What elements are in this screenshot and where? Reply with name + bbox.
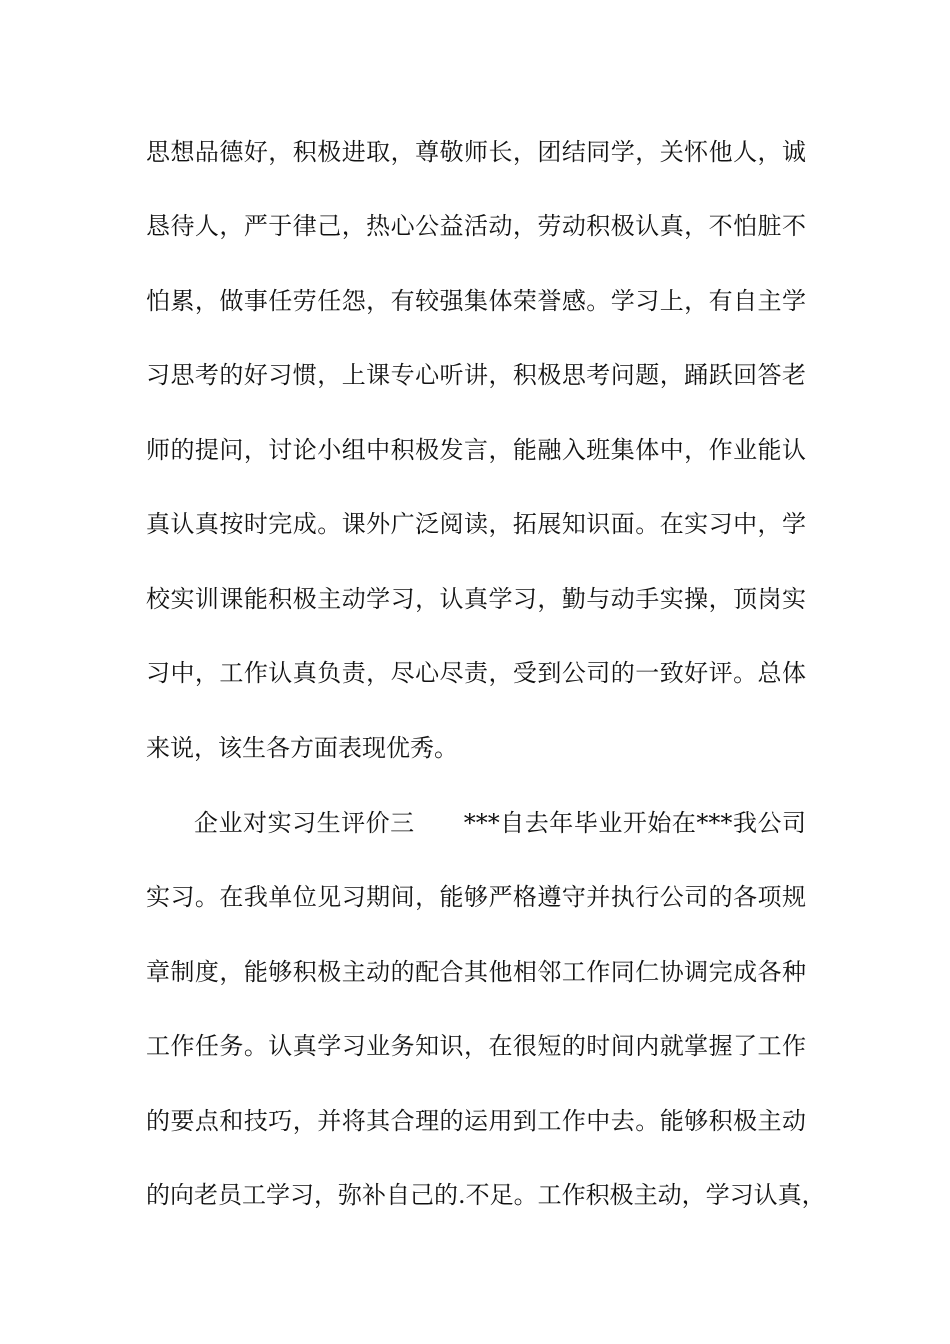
text-line-15: 的向老员工学习，弥补自己的.不足。工作积极主动，学习认真， — [146, 1181, 826, 1209]
text-line-7: 校实训课能积极主动学习，认真学习，勤与动手实操，顶岗实 — [146, 585, 806, 613]
text-line-9: 来说，该生各方面表现优秀。 — [146, 734, 458, 762]
text-line-12: 章制度，能够积极主动的配合其他相邻工作同仁协调完成各种 — [146, 958, 806, 986]
text-line-2: 恳待人，严于律己，热心公益活动，劳动积极认真，不怕脏不 — [146, 212, 806, 240]
text-line-3: 怕累，做事任劳任怨，有较强集体荣誉感。学习上，有自主学 — [146, 287, 806, 315]
text-line-13: 工作任务。认真学习业务知识，在很短的时间内就掌握了工作 — [146, 1032, 806, 1060]
text-line-8: 习中，工作认真负责，尽心尽责，受到公司的一致好评。总体 — [146, 659, 806, 687]
text-line-5: 师的提问，讨论小组中积极发言，能融入班集体中，作业能认 — [146, 436, 806, 464]
text-line-1: 思想品德好，积极进取，尊敬师长，团结同学，关怀他人，诚 — [146, 138, 806, 166]
section-heading-line: 企业对实习生评价三 ***自去年毕业开始在***我公司 — [194, 809, 806, 837]
text-line-6: 真认真按时完成。课外广泛阅读，拓展知识面。在实习中，学 — [146, 510, 806, 538]
text-line-14: 的要点和技巧，并将其合理的运用到工作中去。能够积极主动 — [146, 1107, 806, 1135]
text-line-4: 习思考的好习惯，上课专心听讲，积极思考问题，踊跃回答老 — [146, 361, 806, 389]
text-line-11: 实习。在我单位见习期间，能够严格遵守并执行公司的各项规 — [146, 883, 806, 911]
